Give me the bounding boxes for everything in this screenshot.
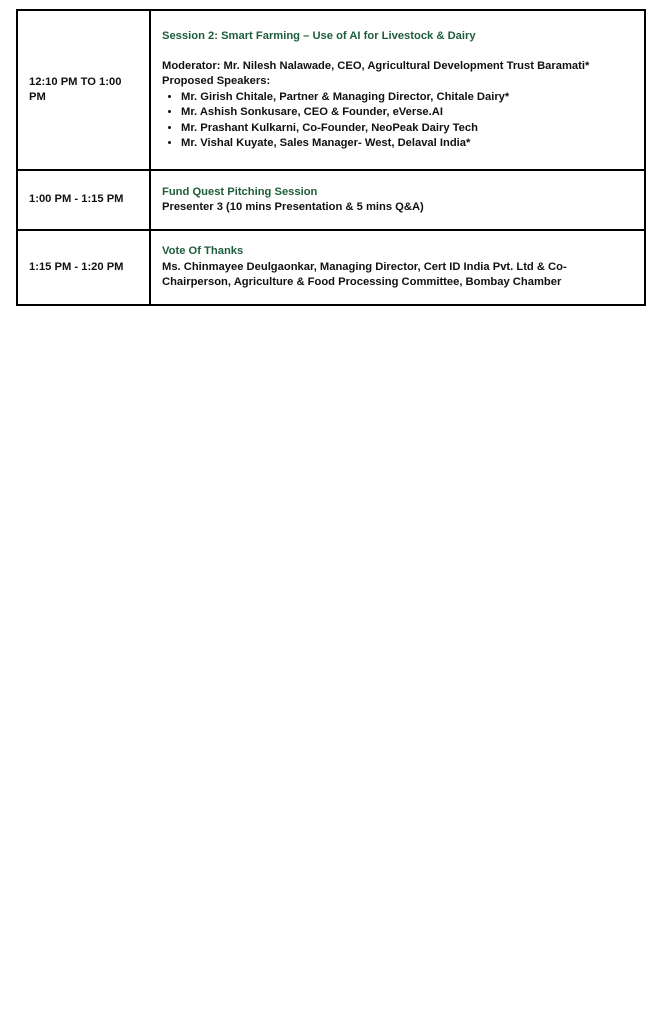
speaker-item: • Mr. Prashant Kulkarni, Co-Founder, NeoPeak Dairy Tech [181, 121, 632, 136]
agenda-row-fund-quest [17, 170, 645, 230]
moderator-text: Moderator: Mr. Nilesh Nalawade, CEO, Agricultural Development Trust Baramati* [162, 59, 590, 72]
session-cell [150, 10, 645, 170]
session-title: Fund Quest Pitching Session [162, 185, 318, 198]
time-cell [17, 10, 150, 170]
session-cell [150, 230, 645, 305]
speaker-item: • Mr. Vishal Kuyate, Sales Manager- West, Delaval India* [181, 136, 632, 151]
agenda-row-session-2 [17, 10, 645, 170]
speakers-list [162, 90, 632, 152]
time-label: 1:15 PM - 1:20 PM [29, 260, 124, 273]
time-cell [17, 230, 150, 305]
session-title: Session 2: Smart Farming – Use of AI for Livestock & Dairy [162, 29, 476, 42]
session-title: Vote Of Thanks [162, 245, 244, 258]
agenda-row-vote-of-thanks [17, 230, 645, 305]
speaker-item: • Mr. Girish Chitale, Partner & Managing Director, Chitale Dairy* [181, 90, 632, 105]
agenda-table [16, 9, 646, 306]
session-detail: Ms. Chinmayee Deulgaonkar, Managing Director, Cert ID India Pvt. Ltd & Co-Chairperson, Agriculture & Food Processing Committee, Bombay Chamber [162, 260, 567, 289]
session-detail: Presenter 3 (10 mins Presentation & 5 mins Q&A) [162, 201, 424, 213]
speakers-heading: Proposed Speakers: [162, 75, 271, 88]
speaker-item: • Mr. Ashish Sonkusare, CEO & Founder, eVerse.AI [181, 105, 632, 120]
time-label: 12:10 PM TO 1:00 PM [29, 75, 122, 103]
time-cell [17, 170, 150, 230]
time-label: 1:00 PM - 1:15 PM [29, 193, 124, 206]
session-cell [150, 170, 645, 230]
